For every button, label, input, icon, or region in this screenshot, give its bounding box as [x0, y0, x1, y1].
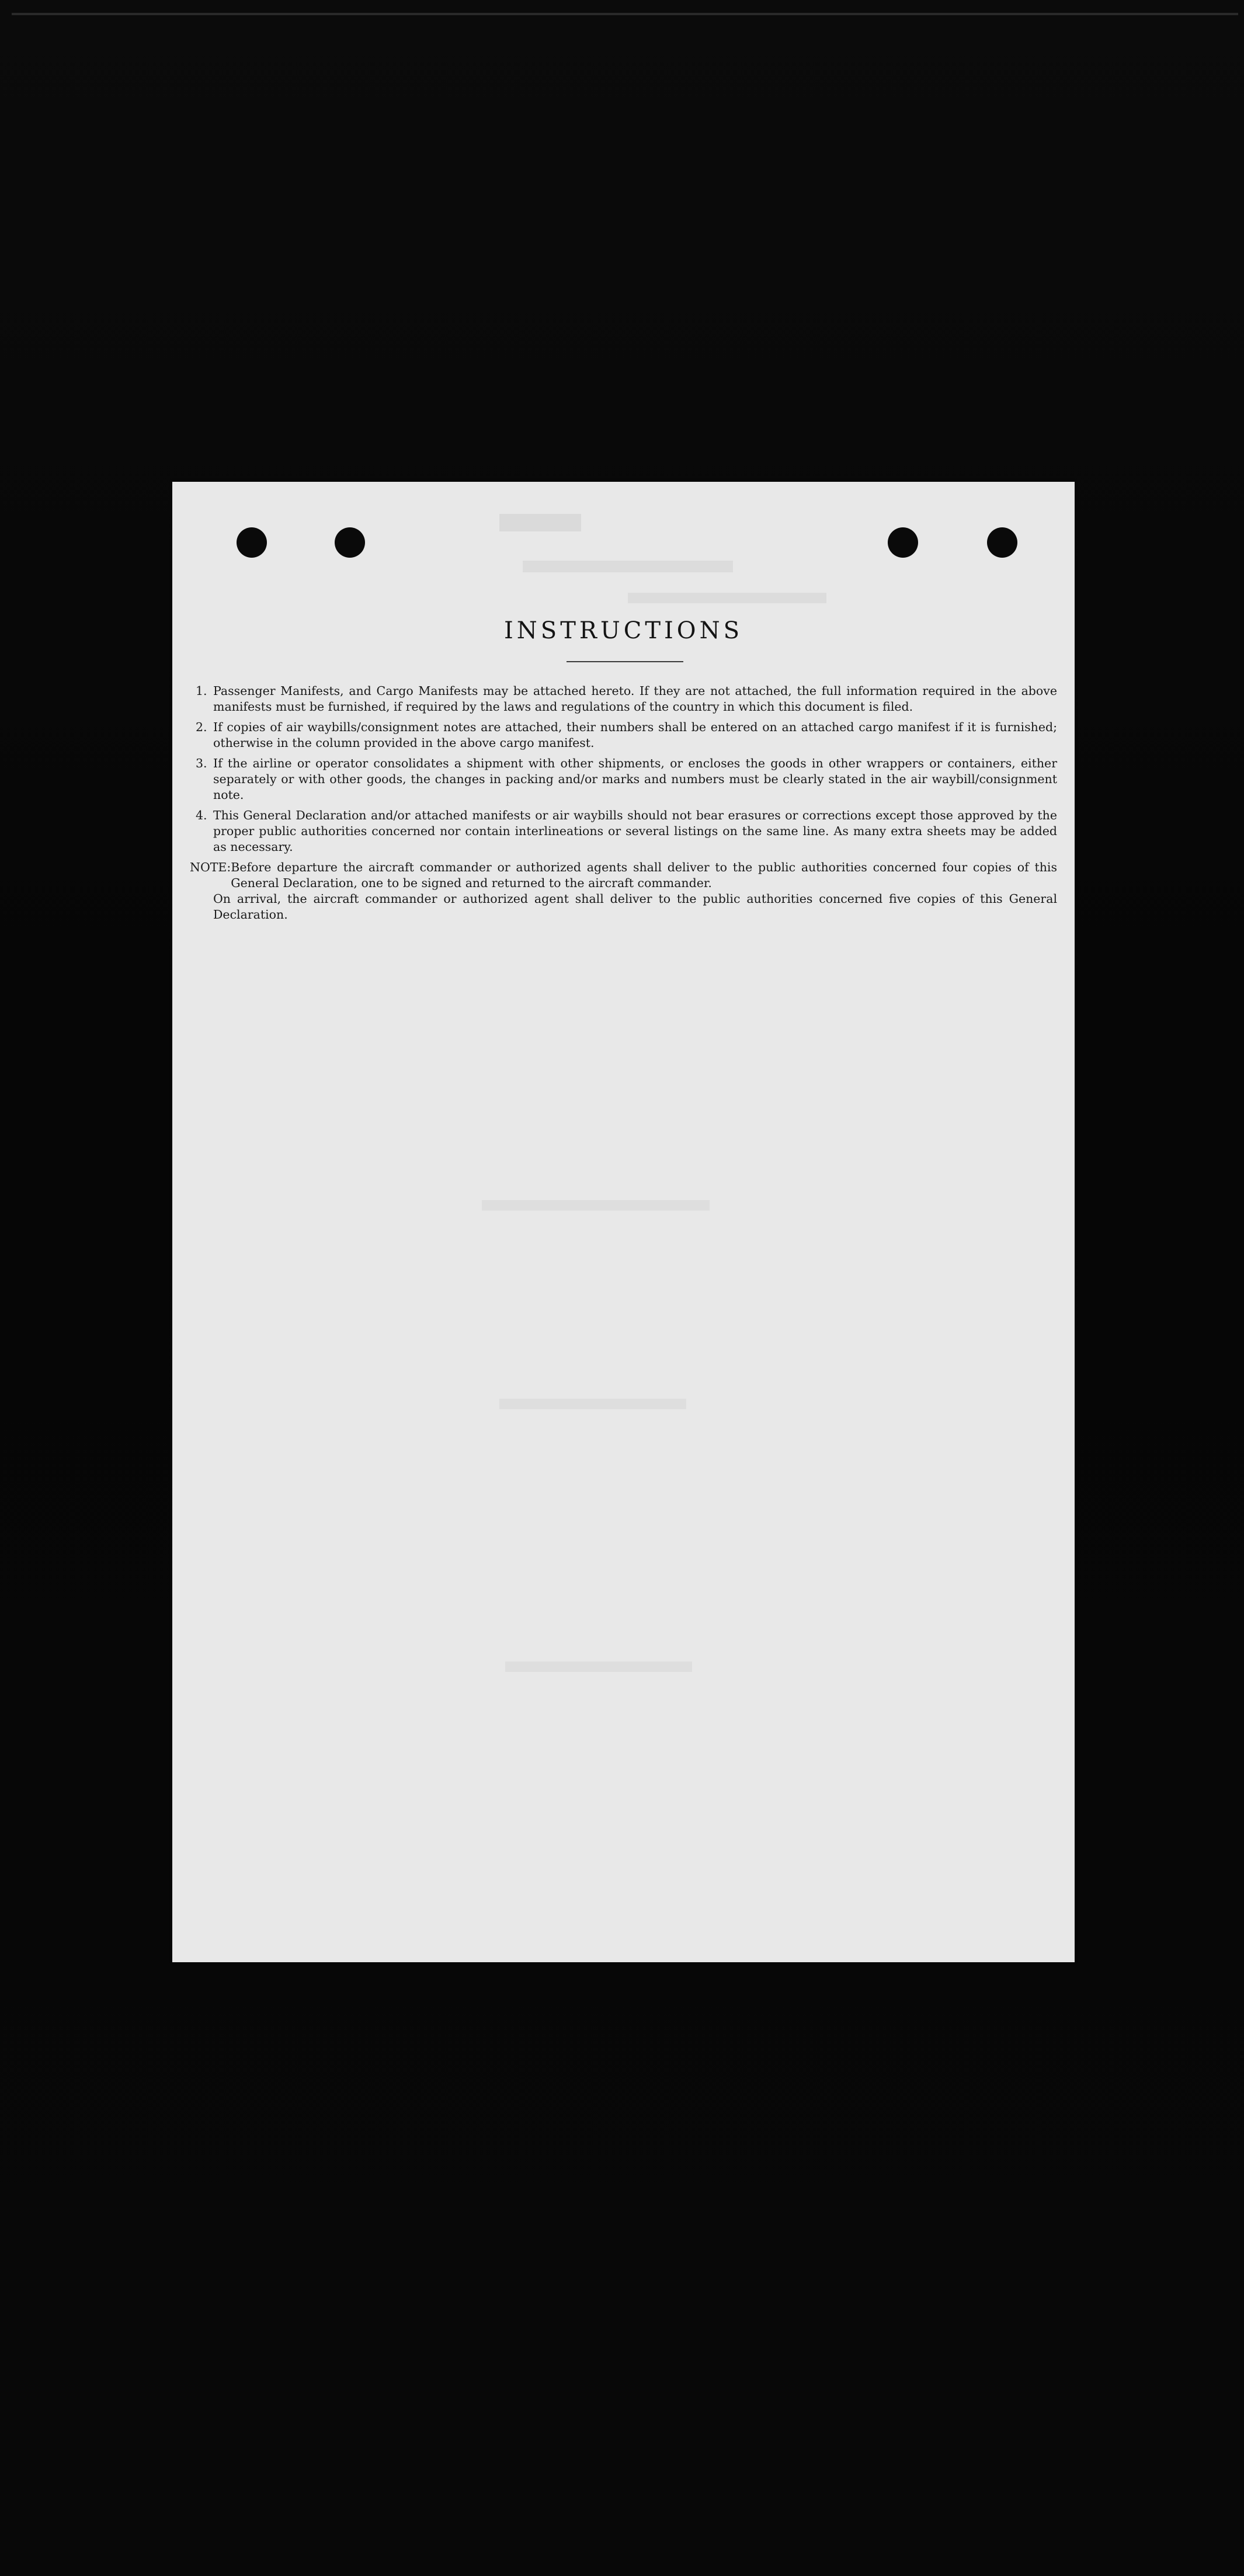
note-block	[190, 860, 1057, 891]
instruction-number: 1.	[196, 684, 207, 698]
instruction-text: This General Declaration and/or attached manifests or air waybills should not bear erasures or corrections except those approved by the proper public authorities concerned nor contain interlineations or several listings on the same line. As many extra sheets may be added as necessary.	[213, 808, 1057, 854]
punch-hole	[987, 527, 1017, 558]
punch-hole	[237, 527, 267, 558]
instructions-body	[190, 683, 1057, 923]
bleed-through-mark	[628, 593, 826, 603]
instruction-text: Passenger Manifests, and Cargo Manifests may be attached hereto. If they are not attached, the full information required in the above manifests must be furnished, if required by the laws and regulations of the country in which this document is filed.	[213, 684, 1057, 714]
punch-hole	[335, 527, 365, 558]
bleed-through-mark	[499, 1399, 686, 1409]
bleed-through-mark	[523, 561, 733, 572]
note-departure: Before departure the aircraft commander or authorized agents shall deliver to the public authorities concerned four copies of this General Declaration, one to be signed and returned to the aircraft commander.	[231, 860, 1057, 890]
instruction-item	[190, 808, 1057, 855]
page-title: INSTRUCTIONS	[504, 617, 743, 644]
document-page	[172, 482, 1075, 1962]
instruction-number: 4.	[196, 808, 207, 822]
instruction-item	[190, 683, 1057, 715]
bleed-through-mark	[499, 514, 581, 531]
bleed-through-mark	[505, 1661, 692, 1672]
instruction-number: 2.	[196, 720, 207, 734]
note-label: NOTE:	[190, 860, 231, 874]
instruction-text: If the airline or operator consolidates a shipment with other shipments, or encloses the goods in other wrappers or containers, either separately or with other goods, the changes in packing and/or marks and numbers must be clearly stated in the air waybill/consignment note.	[213, 756, 1057, 802]
note-arrival: On arrival, the aircraft commander or authorized agent shall deliver to the public authorities concerned five copies of this General Declaration.	[213, 892, 1057, 922]
instruction-text: If copies of air waybills/consignment notes are attached, their numbers shall be entered on an attached cargo manifest if it is furnished; otherwise in the column provided in the above cargo manifest.	[213, 720, 1057, 750]
scan-top-edge	[12, 13, 1238, 15]
bleed-through-mark	[482, 1200, 710, 1211]
instruction-number: 3.	[196, 756, 207, 770]
title-underline	[567, 661, 683, 662]
instruction-item	[190, 756, 1057, 803]
instruction-item	[190, 719, 1057, 751]
punch-hole	[888, 527, 918, 558]
